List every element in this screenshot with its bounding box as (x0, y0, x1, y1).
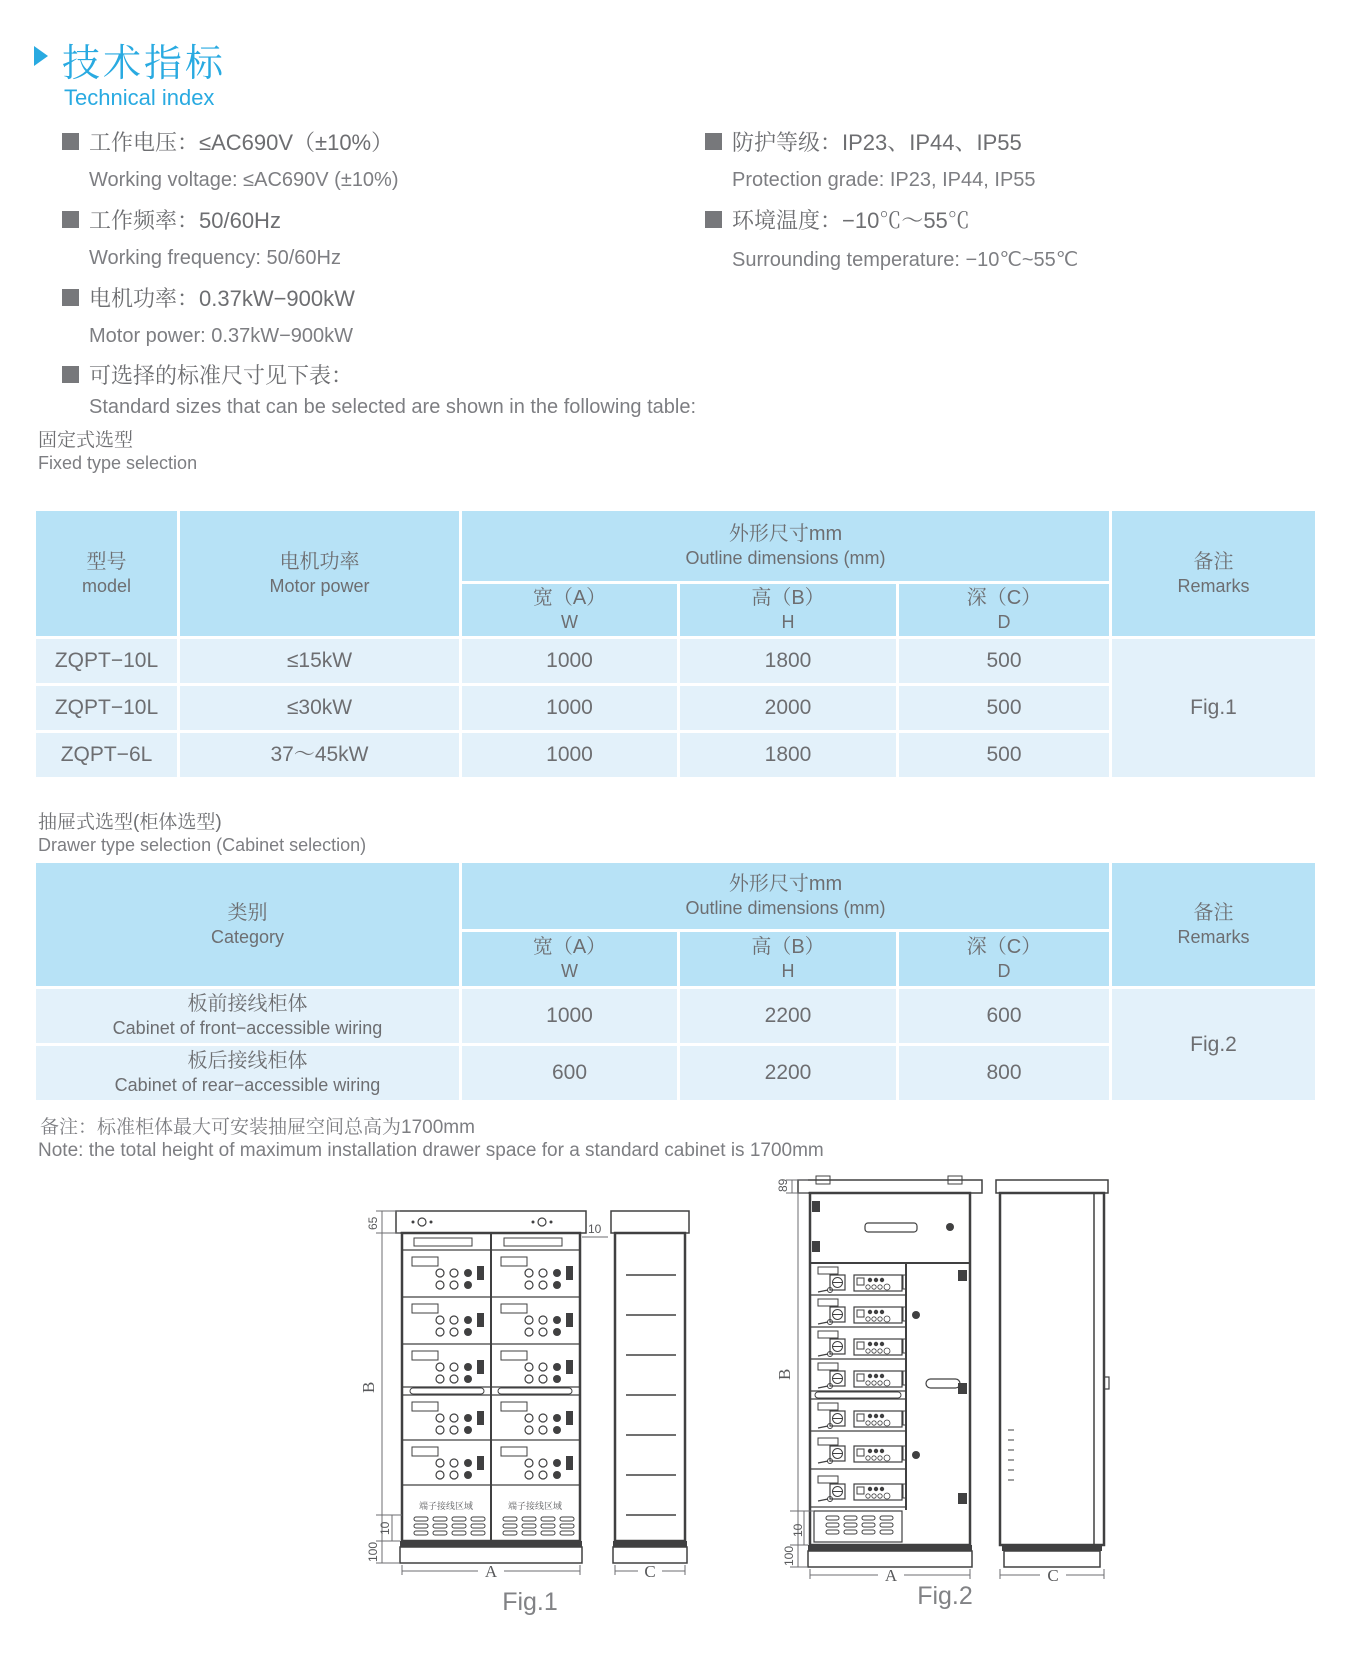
fig2-dim-C: C (1047, 1566, 1059, 1585)
fig2-dim-A: A (884, 1566, 898, 1585)
table-cell-depth: 600 (899, 989, 1109, 1043)
lifting-eye-icon (412, 1218, 553, 1226)
spec-working-voltage-en: Working voltage: ≤AC690V (±10%) (89, 169, 399, 191)
fig1-dim-10-top: 10 (588, 1222, 602, 1236)
table-cell-power: ≤15kW (180, 639, 459, 683)
fixed-type-table (36, 511, 1315, 777)
bullet-square-icon (62, 289, 79, 306)
col-header-remarks: 备注 Remarks (1112, 511, 1315, 636)
table-cell-depth: 500 (899, 639, 1109, 683)
col-header-remarks: 备注 Remarks (1112, 863, 1315, 986)
table-cell-model: ZQPT−6L (36, 733, 177, 777)
terminal-area-label: 端子接线区域 (418, 1501, 474, 1511)
table-cell-remarks: Fig.2 (1112, 989, 1315, 1100)
table-cell-power: 37～45kW (180, 733, 459, 777)
fig1-dim-A: A (484, 1562, 498, 1581)
table-cell-depth: 500 (899, 733, 1109, 777)
col-header-outline-dimensions: 外形尺寸mm Outline dimensions (mm) (462, 863, 1109, 929)
fig2-dim-100: 100 (782, 1545, 796, 1566)
spec-protection-grade: 防护等级：IP23、IP44、IP55 (705, 126, 1022, 157)
table-cell-model: ZQPT−10L (36, 686, 177, 730)
fig2-dim-B: B (775, 1368, 794, 1380)
table-cell-depth: 500 (899, 686, 1109, 730)
spec-working-frequency-en: Working frequency: 50/60Hz (89, 247, 341, 269)
fig1-dim-B: B (359, 1381, 378, 1393)
table-intro-en: Standard sizes that can be selected are shown in the following table: (89, 396, 697, 418)
fig1-dim-10: 10 (378, 1521, 392, 1535)
spec-protection-grade-en: Protection grade: IP23, IP44, IP55 (732, 169, 1036, 191)
table-cell-depth: 800 (899, 1046, 1109, 1100)
col-header-height: 高（B） H (680, 932, 896, 986)
spec-motor-power: 电机功率：0.37kW−900kW (62, 282, 355, 313)
col-header-outline-dimensions: 外形尺寸mm Outline dimensions (mm) (462, 511, 1109, 581)
table-cell-power: ≤30kW (180, 686, 459, 730)
table-cell-height: 1800 (680, 733, 896, 777)
table-cell-category: 板前接线柜体 Cabinet of front−accessible wiring (36, 989, 459, 1043)
table-cell-height: 2000 (680, 686, 896, 730)
col-header-depth: 深（C） D (899, 932, 1109, 986)
col-header-depth: 深（C） D (899, 584, 1109, 636)
spec-surrounding-temperature: 环境温度：−10℃～55℃ (705, 204, 970, 235)
table-cell-category: 板后接线柜体 Cabinet of rear−accessible wiring (36, 1046, 459, 1100)
spec-working-frequency: 工作频率：50/60Hz (62, 204, 281, 235)
drawer-type-table (36, 863, 1315, 1100)
bullet-square-icon (705, 133, 722, 150)
col-header-width: 宽（A） W (462, 584, 677, 636)
bullet-square-icon (705, 211, 722, 228)
table-cell-remarks: Fig.1 (1112, 639, 1315, 777)
vent-grille-icon (826, 1516, 893, 1534)
table-cell-width: 1000 (462, 733, 677, 777)
bullet-square-icon (62, 211, 79, 228)
fig2-dim-10: 10 (791, 1523, 805, 1537)
fig1-dim-100: 100 (366, 1541, 380, 1562)
spec-motor-power-en: Motor power: 0.37kW−900kW (89, 325, 353, 347)
drawer-section-title-en: Drawer type selection (Cabinet selection) (38, 835, 367, 855)
section-arrow-icon (34, 46, 48, 66)
table-intro: 可选择的标准尺寸见下表： (62, 359, 353, 390)
table-cell-height: 2200 (680, 989, 896, 1043)
bullet-square-icon (62, 133, 79, 150)
col-header-motor-power: 电机功率 Motor power (180, 511, 459, 636)
fixed-section-title: 固定式选型 (38, 430, 134, 451)
drawer-section-title: 抽屉式选型(柜体选型) (38, 812, 222, 833)
col-header-height: 高（B） H (680, 584, 896, 636)
table-cell-width: 1000 (462, 639, 677, 683)
col-header-model: 型号 model (36, 511, 177, 636)
fig1-dim-65: 65 (366, 1216, 380, 1230)
col-header-category: 类别 Category (36, 863, 459, 986)
fixed-section-title-en: Fixed type selection (38, 453, 198, 473)
table-cell-height: 1800 (680, 639, 896, 683)
spec-working-voltage: 工作电压：≤AC690V（±10%） (62, 126, 393, 157)
bullet-square-icon (62, 366, 79, 383)
table-cell-width: 1000 (462, 686, 677, 730)
fig2-dim-89: 89 (776, 1178, 790, 1192)
terminal-area-label: 端子接线区域 (507, 1501, 563, 1511)
fig1-caption: Fig.1 (502, 1588, 558, 1616)
note-en: Note: the total height of maximum installation drawer space for a standard cabinet is 1700mm (38, 1140, 824, 1161)
col-header-width: 宽（A） W (462, 932, 677, 986)
vent-grille-icon (414, 1517, 574, 1535)
fig2-caption: Fig.2 (917, 1582, 973, 1610)
note-cn: 备注：标准柜体最大可安装抽屉空间总高为1700mm (40, 1117, 475, 1138)
spec-surrounding-temperature-en: Surrounding temperature: −10℃~55℃ (732, 249, 1079, 271)
page-subtitle: Technical index (64, 85, 215, 110)
fig2-cabinet-drawing (730, 1175, 1150, 1595)
table-cell-width: 600 (462, 1046, 677, 1100)
table-cell-height: 2200 (680, 1046, 896, 1100)
page-title: 技术指标 (62, 43, 227, 85)
table-cell-width: 1000 (462, 989, 677, 1043)
fig1-dim-C: C (644, 1562, 656, 1581)
fig1-cabinet-drawing (330, 1175, 700, 1595)
table-cell-model: ZQPT−10L (36, 639, 177, 683)
